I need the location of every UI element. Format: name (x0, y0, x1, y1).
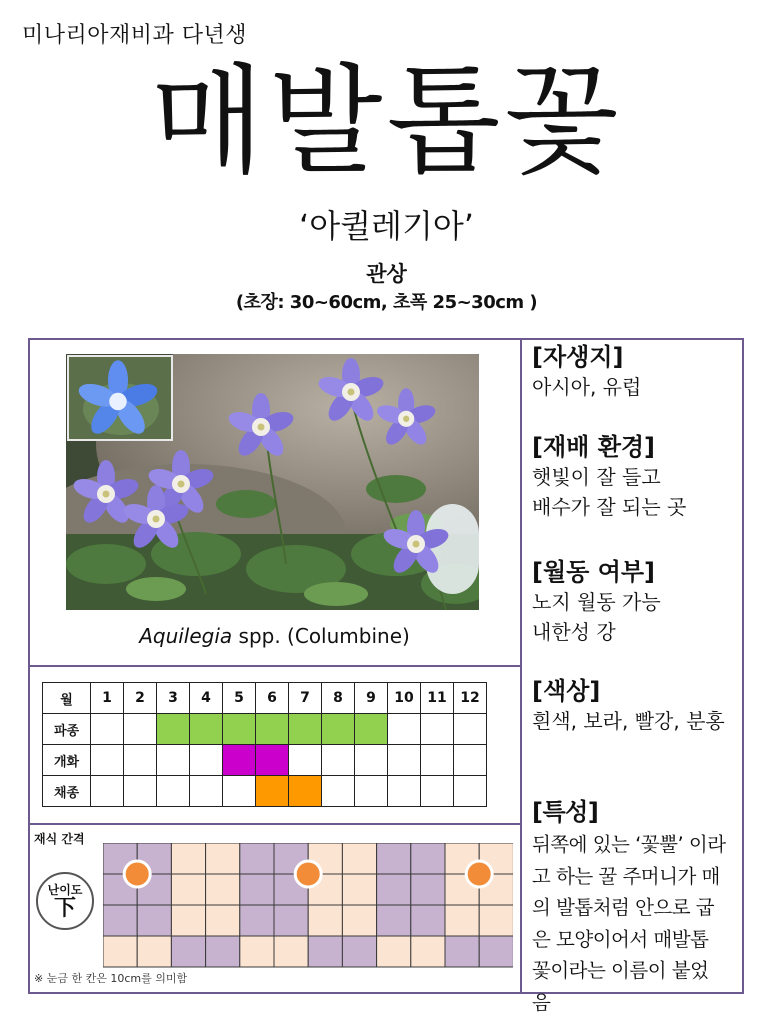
calendar-cell (454, 714, 487, 745)
feature-line: 고 하는 꿀 주머니가 매 (532, 861, 737, 893)
grid-cell (274, 936, 308, 967)
calendar-cell (256, 745, 289, 776)
spacing-label: 재식 간격 (34, 830, 85, 847)
family-label: 미나리아재비과 다년생 (22, 18, 247, 49)
environment-section (532, 432, 686, 522)
calendar-row-flowering (43, 745, 487, 776)
grid-cell (411, 905, 445, 936)
grid-cell (171, 843, 205, 874)
calendar-cell (322, 745, 355, 776)
flower-illustration (66, 354, 479, 610)
grid-cell (308, 905, 342, 936)
month-cell: 4 (190, 683, 223, 714)
habitat-text: 아시아, 유럽 (532, 372, 641, 402)
month-cell: 7 (289, 683, 322, 714)
cultivation-calendar (42, 682, 487, 807)
columbine-photo (66, 354, 479, 610)
grid-cell (377, 874, 411, 905)
calendar-cell (454, 776, 487, 807)
color-title: [색상] (532, 676, 725, 706)
grid-cell (240, 874, 274, 905)
calendar-cell (223, 776, 256, 807)
calendar-cell (124, 776, 157, 807)
grid-cell (137, 936, 171, 967)
grid-cell (206, 874, 240, 905)
calendar-cell (421, 745, 454, 776)
grid-cell (479, 936, 513, 967)
divider (28, 665, 521, 667)
grid-cell (206, 843, 240, 874)
grid-cell (479, 905, 513, 936)
month-cell: 2 (124, 683, 157, 714)
calendar-cell (157, 745, 190, 776)
month-cell: 8 (322, 683, 355, 714)
row-label: 파종 (43, 714, 91, 745)
calendar-cell (157, 714, 190, 745)
month-header: 월 (43, 683, 91, 714)
grid-cell (274, 905, 308, 936)
grid-cell (206, 936, 240, 967)
color-section (532, 676, 725, 736)
calendar-cell (388, 714, 421, 745)
calendar-cell (322, 714, 355, 745)
month-cell: 1 (91, 683, 124, 714)
winter-section (532, 557, 661, 647)
calendar-cell (322, 776, 355, 807)
calendar-cell (355, 745, 388, 776)
grid-cell (411, 874, 445, 905)
grid-cell (137, 905, 171, 936)
calendar-row-seed (43, 776, 487, 807)
habitat-title: [자생지] (532, 342, 641, 372)
grid-cell (445, 905, 479, 936)
spacing-grid-svg (103, 843, 513, 968)
grid-cell (377, 936, 411, 967)
calendar-cell (124, 745, 157, 776)
grid-cell (308, 936, 342, 967)
month-cell: 3 (157, 683, 190, 714)
calendar-cell (289, 776, 322, 807)
calendar-cell (355, 776, 388, 807)
calendar-cell (355, 714, 388, 745)
category-label: 관상 (0, 258, 773, 288)
calendar-cell (421, 714, 454, 745)
calendar-cell (124, 714, 157, 745)
feature-line: 꽃이라는 이름이 붙었 (532, 955, 737, 987)
environment-line: 배수가 잘 되는 곳 (532, 492, 686, 522)
grid-cell (342, 874, 376, 905)
month-cell: 9 (355, 683, 388, 714)
habitat-section (532, 342, 641, 402)
calendar-row-sowing (43, 714, 487, 745)
feature-section (532, 795, 737, 1018)
calendar-cell (454, 745, 487, 776)
calendar-cell (190, 714, 223, 745)
month-cell: 10 (388, 683, 421, 714)
caption-rest: spp. (Columbine) (239, 624, 410, 648)
grid-cell (445, 936, 479, 967)
grid-cell (171, 936, 205, 967)
calendar-cell (289, 714, 322, 745)
grid-cell (240, 936, 274, 967)
winter-line: 노지 월동 가능 (532, 587, 661, 617)
grid-cell (171, 874, 205, 905)
plant-position-dot (295, 861, 321, 887)
grid-cell (103, 905, 137, 936)
grid-cell (411, 843, 445, 874)
grid-cell (103, 936, 137, 967)
calendar-cell (388, 776, 421, 807)
winter-title: [월동 여부] (532, 557, 661, 587)
feature-line: 은 모양이어서 매발톱 (532, 924, 737, 956)
caption-genus: Aquilegia (139, 624, 232, 648)
calendar-cell (289, 745, 322, 776)
divider (28, 823, 521, 825)
environment-title: [재배 환경] (532, 432, 686, 462)
feature-line: 의 발톱처럼 안으로 굽 (532, 892, 737, 924)
grid-cell (342, 905, 376, 936)
grid-cell (171, 905, 205, 936)
common-name: ‘아퀼레기아’ (0, 201, 773, 247)
calendar-cell (157, 776, 190, 807)
calendar-cell (256, 776, 289, 807)
plant-position-dot (124, 861, 150, 887)
feature-line: 음 (532, 987, 737, 1018)
page-title: 매발톱꽃 (0, 62, 773, 180)
month-cell: 12 (454, 683, 487, 714)
calendar-cell (223, 745, 256, 776)
difficulty-label: 난이도 (38, 881, 92, 898)
grid-cell (342, 936, 376, 967)
calendar-cell (190, 776, 223, 807)
difficulty-value: 下 (38, 898, 92, 920)
size-info: (초장: 30~60cm, 초폭 25~30cm ) (0, 288, 773, 314)
grid-note: ※ 눈금 한 칸은 10cm를 의미함 (34, 970, 187, 986)
grid-cell (206, 905, 240, 936)
color-text: 흰색, 보라, 빨강, 분홍 (532, 706, 725, 736)
grid-cell (377, 843, 411, 874)
calendar-cell (223, 714, 256, 745)
calendar-cell (388, 745, 421, 776)
calendar-cell (190, 745, 223, 776)
calendar-header-row (43, 683, 487, 714)
row-label: 채종 (43, 776, 91, 807)
plant-position-dot (466, 861, 492, 887)
winter-line: 내한성 강 (532, 617, 661, 647)
calendar-cell (91, 776, 124, 807)
calendar-cell (91, 745, 124, 776)
month-cell: 6 (256, 683, 289, 714)
feature-line: 뒤쪽에 있는 ‘꽃뿔’ 이라 (532, 829, 737, 861)
feature-title: [특성] (532, 795, 737, 829)
grid-cell (377, 905, 411, 936)
grid-cell (411, 936, 445, 967)
month-cell: 11 (421, 683, 454, 714)
difficulty-badge (36, 872, 94, 930)
grid-cell (240, 905, 274, 936)
environment-line: 햇빛이 잘 들고 (532, 462, 686, 492)
calendar-cell (256, 714, 289, 745)
photo-caption (28, 624, 521, 648)
grid-cell (342, 843, 376, 874)
row-label: 개화 (43, 745, 91, 776)
spacing-grid (103, 843, 513, 972)
month-cell: 5 (223, 683, 256, 714)
calendar-cell (421, 776, 454, 807)
calendar-cell (91, 714, 124, 745)
grid-cell (240, 843, 274, 874)
